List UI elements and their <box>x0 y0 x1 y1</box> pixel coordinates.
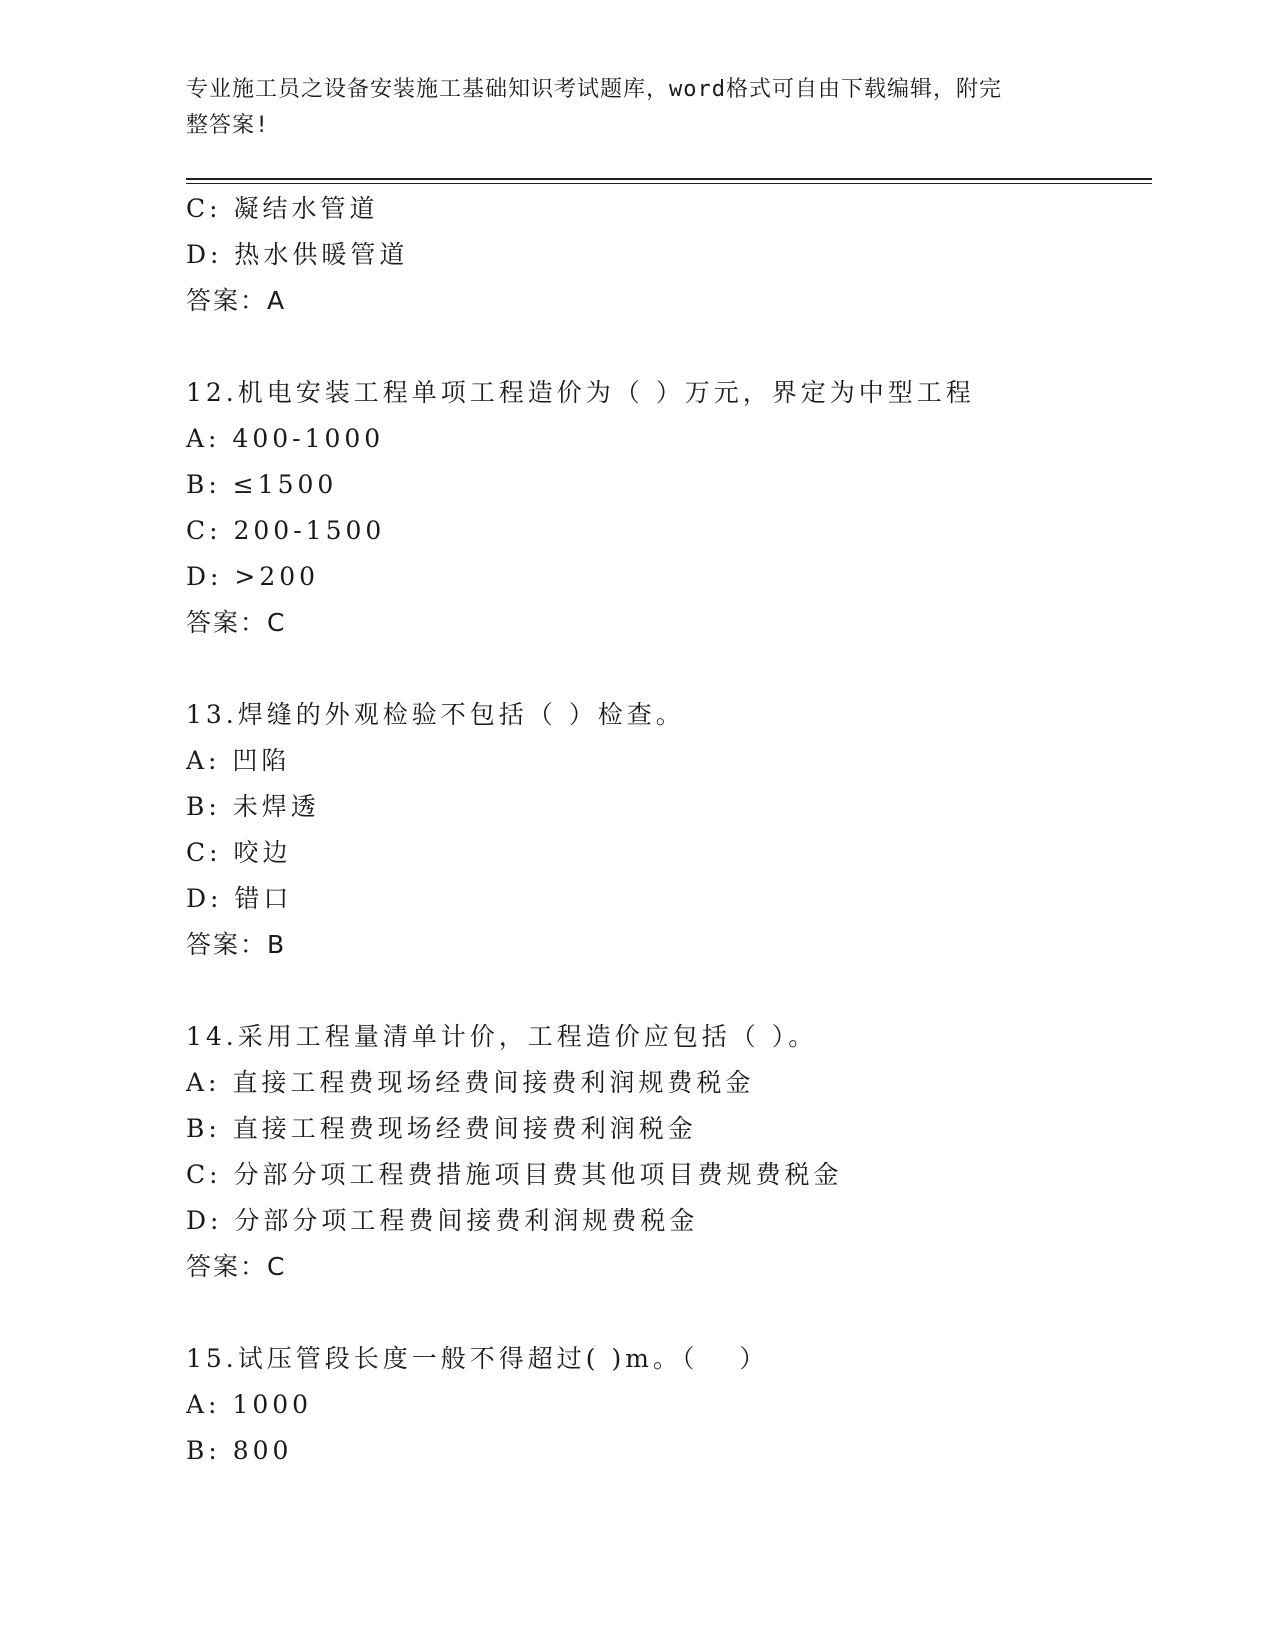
option-d: D: 分部分项工程费间接费利润规费税金 <box>186 1206 699 1235</box>
header-divider-thick <box>186 178 1152 180</box>
option-c: C: 200-1500 <box>186 516 386 545</box>
header-line-1: 专业施工员之设备安装施工基础知识考试题库，word格式可自由下载编辑，附完 <box>186 77 1002 102</box>
option-d: D: 热水供暖管道 <box>186 240 409 269</box>
question-text: 14.采用工程量清单计价，工程造价应包括（ ）。 <box>186 1022 818 1051</box>
document-header <box>186 72 1066 144</box>
option-a: A: 直接工程费现场经费间接费利润规费税金 <box>186 1068 755 1097</box>
question-11 <box>186 186 1146 324</box>
spacer <box>186 968 1146 1014</box>
question-14 <box>186 1014 1146 1290</box>
question-15 <box>186 1336 1146 1474</box>
option-c: C: 凝结水管道 <box>186 194 379 223</box>
option-c: C: 分部分项工程费措施项目费其他项目费规费税金 <box>186 1160 843 1189</box>
question-12 <box>186 370 1146 646</box>
answer-line: 答案：C <box>186 1252 287 1281</box>
option-c: C: 咬边 <box>186 838 292 867</box>
question-13 <box>186 692 1146 968</box>
question-text: 12.机电安装工程单项工程造价为（ ）万元，界定为中型工程 <box>186 378 975 407</box>
option-a: A: 凹陷 <box>186 746 291 775</box>
spacer <box>186 646 1146 692</box>
question-text: 15.试压管段长度一般不得超过( )m。（ ） <box>186 1344 769 1373</box>
question-list <box>186 186 1146 1474</box>
option-b: B: ≤1500 <box>186 470 338 499</box>
option-d: D: >200 <box>186 562 320 591</box>
option-d: D: 错口 <box>186 884 293 913</box>
option-b: B: 未焊透 <box>186 792 320 821</box>
spacer <box>186 324 1146 370</box>
option-b: B: 直接工程费现场经费间接费利润税金 <box>186 1114 697 1143</box>
answer-line: 答案：B <box>186 930 287 959</box>
question-text: 13.焊缝的外观检验不包括（ ）检查。 <box>186 700 685 729</box>
option-a: A: 1000 <box>186 1390 313 1419</box>
answer-line: 答案：C <box>186 608 287 637</box>
answer-line: 答案：A <box>186 286 287 315</box>
option-a: A: 400-1000 <box>186 424 385 453</box>
spacer <box>186 1290 1146 1336</box>
option-b: B: 800 <box>186 1436 293 1465</box>
header-divider-thin <box>186 183 1152 184</box>
header-line-2: 整答案! <box>186 113 270 138</box>
